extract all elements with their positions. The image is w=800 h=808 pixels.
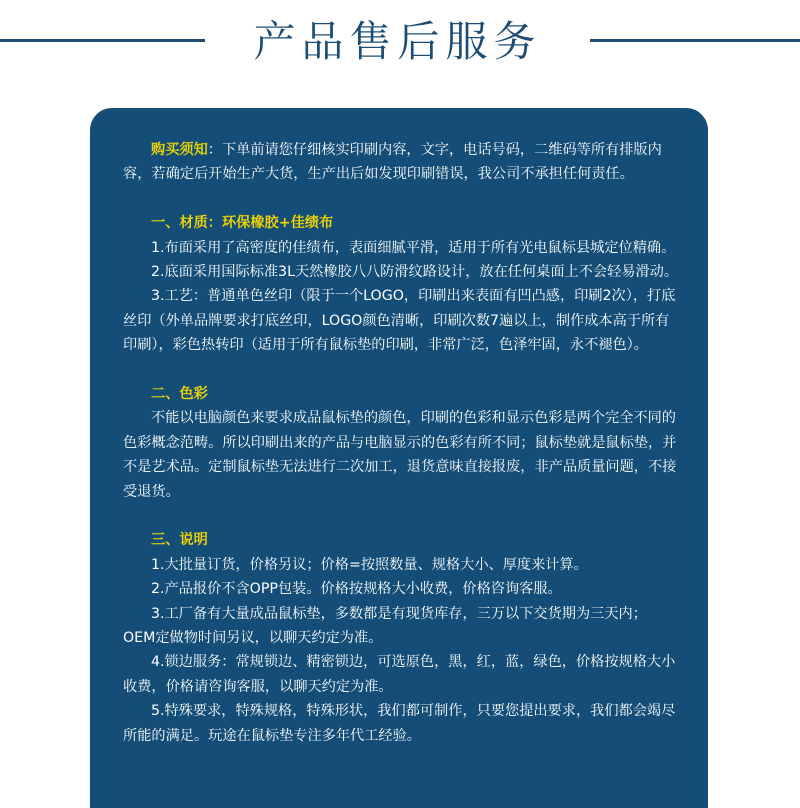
notes-item: 5.特殊要求，特殊规格，特殊形状，我们都可制作，只要您提出要求，我们都会竭尽所能的满足。玩途在鼠标垫专注多年代工经验。 — [123, 703, 676, 744]
notice-text: ：下单前请您仔细核实印刷内容，文字，电话号码，二维码等所有排版内容，若确定后开始生产大货，生产出后如发现印刷错误，我公司不承担任何责任。 — [123, 142, 662, 183]
material-item: 1.布面采用了高密度的佳绩布，表面细腻平滑，适用于所有光电鼠标县城定位精确。 — [151, 239, 676, 256]
purchase-notice — [123, 138, 679, 187]
color-description: 不能以电脑颜色来要求成品鼠标垫的颜色，印刷的色彩和显示色彩是两个完全不同的色彩概念范畴。所以印刷出来的产品与电脑显示的色彩有所不同；鼠标垫就是鼠标垫，并不是艺术品。定制鼠标垫无法进行二次加工，退货意味直接报废，非产品质量问题，不接受退货。 — [123, 410, 677, 500]
notes-item: 1.大批量订货，价格另议；价格=按照数量、规格大小、厚度来计算。 — [151, 556, 588, 573]
notes-item: 3.工厂备有大量成品鼠标垫，多数都是有现货库存，三万以下交货期为三天内；OEM定做物时间另议，以聊天约定为准。 — [123, 605, 647, 647]
notes-item: 2.产品报价不含OPP包装。价格按规格大小收费，价格咨询客服。 — [151, 581, 562, 598]
material-item: 3.工艺：普通单色丝印（限于一个LOGO，印刷出来表面有凹凸感，印刷2次），打底丝印（外单品牌要求打底丝印，LOGO颜色清晰，印刷次数7遍以上，制作成本高于所有印刷），彩色热转印（适用于所有鼠标垫的印刷，非常广泛，色泽牢固，永不褪色）。 — [123, 288, 676, 354]
after-sales-content — [123, 138, 679, 748]
notice-label: 购买须知 — [151, 142, 208, 158]
notes-item: 4.锁边服务：常规锁边、精密锁边，可选原色，黑，红，蓝，绿色，价格按规格大小收费，价格请咨询客服，以聊天约定为准。 — [123, 654, 676, 695]
section-color-heading: 二、色彩 — [151, 386, 208, 403]
header-divider-right — [590, 39, 800, 42]
material-item: 2.底面采用国际标准3L天然橡胶八八防滑纹路设计，放在任何桌面上不会轻易滑动。 — [151, 264, 679, 281]
section-notes-heading: 三、说明 — [151, 532, 208, 549]
page-header — [0, 0, 800, 100]
section-material-heading: 一、材质：环保橡胶+佳绩布 — [151, 215, 334, 232]
header-divider-left — [0, 39, 205, 42]
page-title: 产品售后服务 — [253, 17, 542, 66]
